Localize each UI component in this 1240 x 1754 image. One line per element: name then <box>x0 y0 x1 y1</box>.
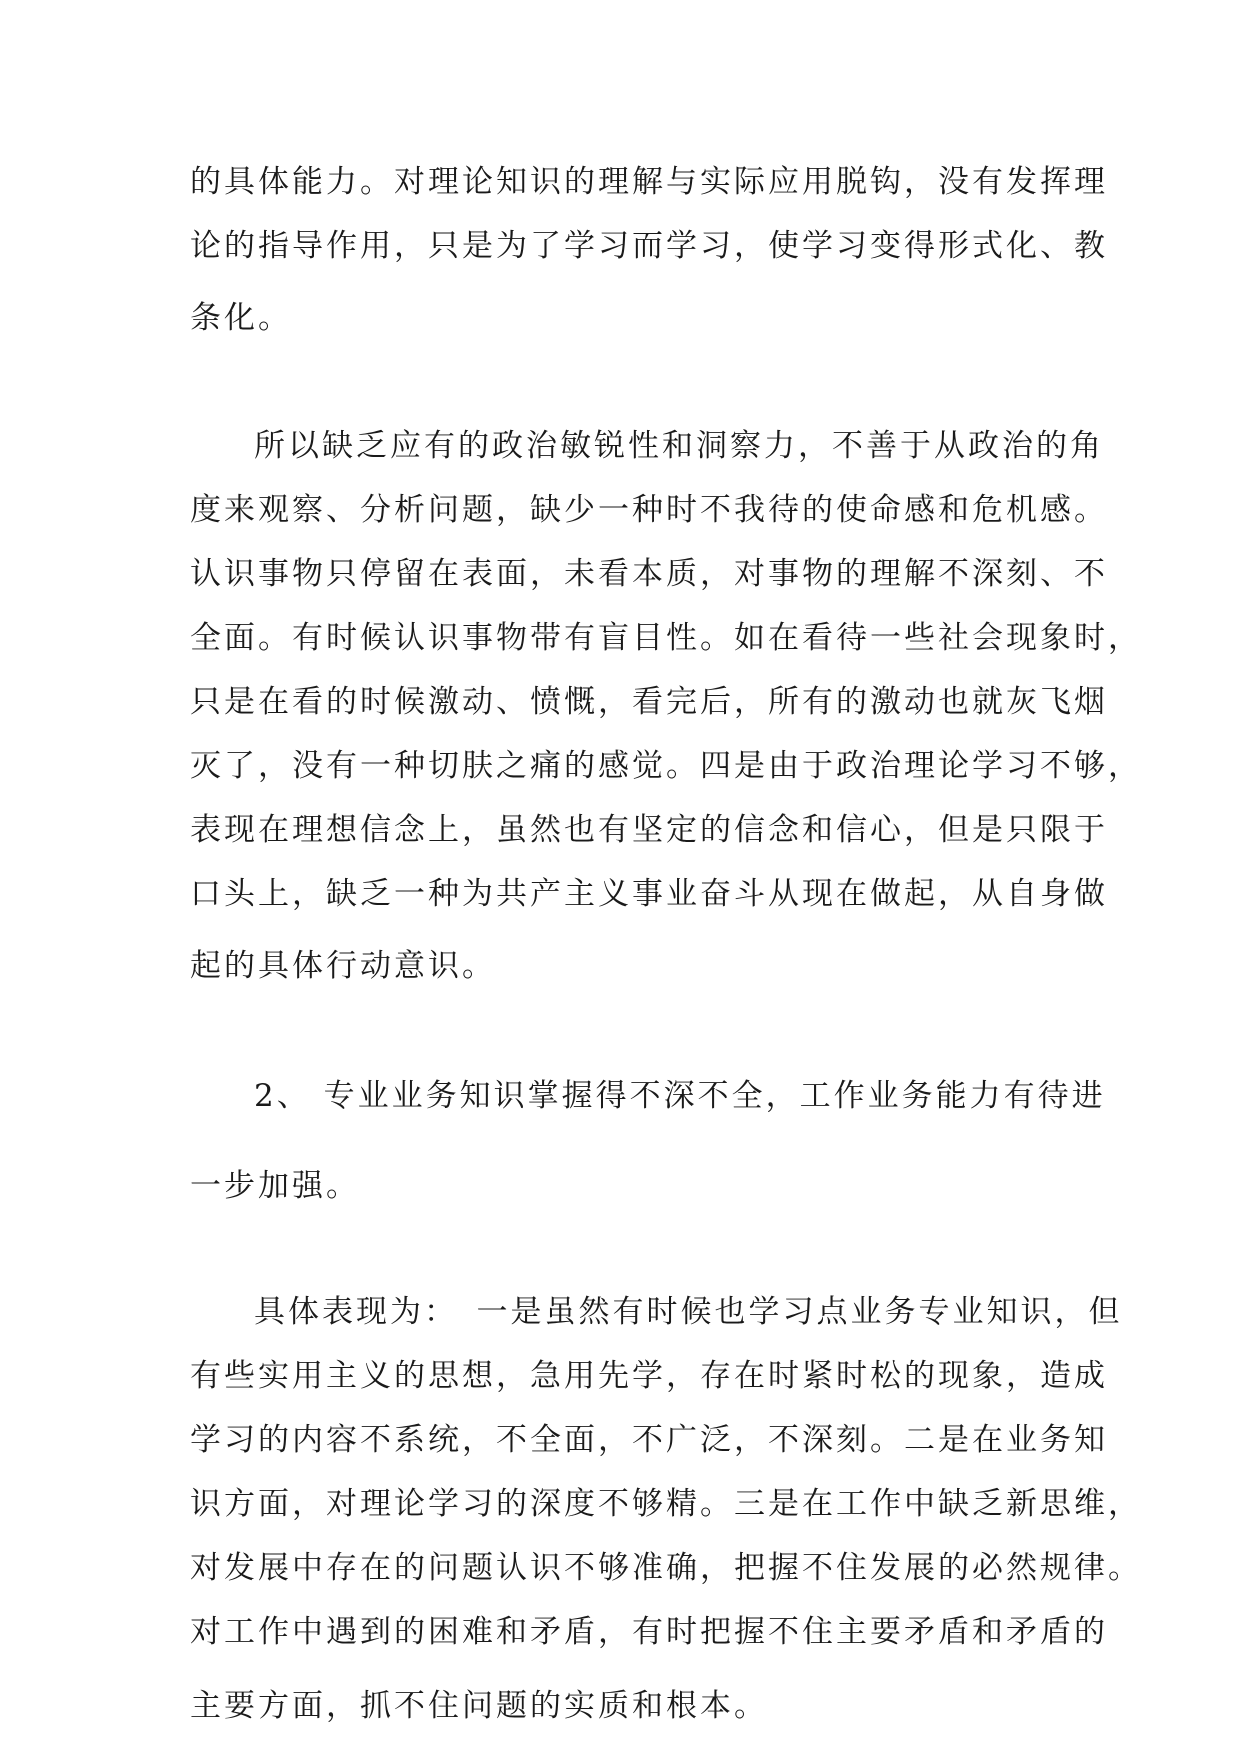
paragraph-2-line-1: 所以缺乏应有的政治敏锐性和洞察力，不善于从政治的角 <box>254 428 1104 464</box>
paragraph-1-line-2: 论的指导作用，只是为了学习而学习，使学习变得形式化、教 <box>190 228 1108 264</box>
section-2-heading-line-1: 2、 专业业务知识掌握得不深不全，工作业务能力有待进 <box>254 1078 1106 1114</box>
paragraph-4-line-6: 对工作中遇到的困难和矛盾，有时把握不住主要矛盾和矛盾的 <box>190 1614 1108 1650</box>
paragraph-2-line-3: 认识事物只停留在表面，未看本质，对事物的理解不深刻、不 <box>190 556 1108 592</box>
paragraph-2-line-9: 起的具体行动意识。 <box>190 948 496 984</box>
paragraph-4-line-3: 学习的内容不系统，不全面，不广泛，不深刻。二是在业务知 <box>190 1422 1108 1458</box>
paragraph-4-line-4: 识方面，对理论学习的深度不够精。三是在工作中缺乏新思维， <box>190 1486 1142 1522</box>
paragraph-2-line-7: 表现在理想信念上，虽然也有坚定的信念和信心，但是只限于 <box>190 812 1108 848</box>
section-2-heading-line-2: 一步加强。 <box>190 1168 360 1204</box>
paragraph-2-line-4: 全面。有时候认识事物带有盲目性。如在看待一些社会现象时， <box>190 620 1142 656</box>
paragraph-2-line-8: 口头上，缺乏一种为共产主义事业奋斗从现在做起，从自身做 <box>190 876 1108 912</box>
paragraph-2-line-6: 灭了，没有一种切肤之痛的感觉。四是由于政治理论学习不够， <box>190 748 1142 784</box>
paragraph-1-line-1: 的具体能力。对理论知识的理解与实际应用脱钩，没有发挥理 <box>190 164 1108 200</box>
paragraph-2-line-5: 只是在看的时候激动、愤慨，看完后，所有的激动也就灰飞烟 <box>190 684 1108 720</box>
paragraph-4-line-1: 具体表现为： 一是虽然有时候也学习点业务专业知识，但 <box>254 1294 1123 1330</box>
paragraph-2-line-2: 度来观察、分析问题，缺少一种时不我待的使命感和危机感。 <box>190 492 1108 528</box>
paragraph-1-line-3: 条化。 <box>190 300 292 336</box>
paragraph-4-line-2: 有些实用主义的思想，急用先学，存在时紧时松的现象，造成 <box>190 1358 1108 1394</box>
paragraph-4-line-7: 主要方面，抓不住问题的实质和根本。 <box>190 1688 768 1724</box>
paragraph-4-line-5: 对发展中存在的问题认识不够准确，把握不住发展的必然规律。 <box>190 1550 1142 1586</box>
